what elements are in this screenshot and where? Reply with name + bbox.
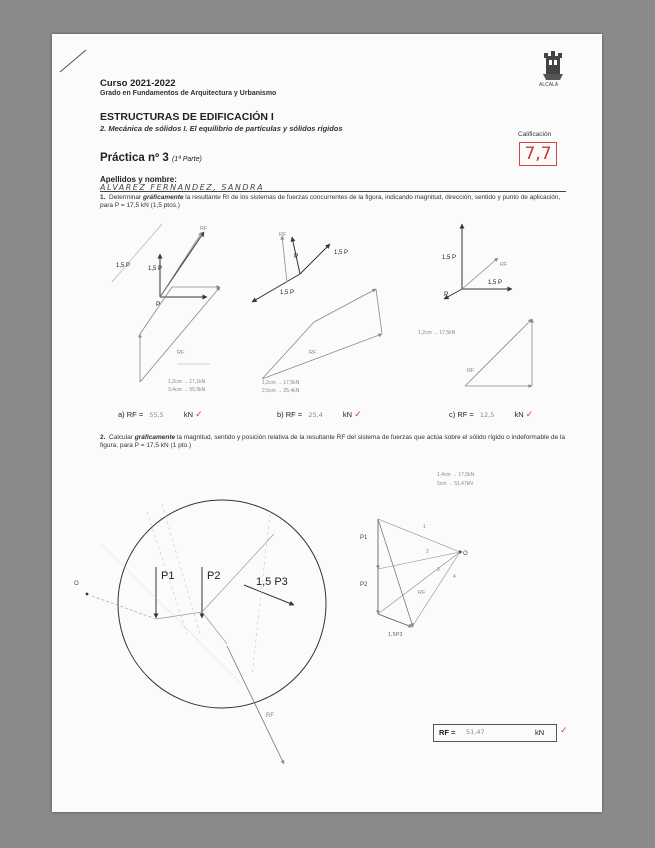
q1-number: 1. — [100, 194, 106, 201]
fig1b-vector-15p-right — [300, 244, 330, 274]
ray-label-2: 2 — [426, 549, 429, 555]
fig1b-rf-top — [282, 236, 287, 282]
force-15p3 — [244, 585, 294, 605]
poly-p3 — [378, 614, 412, 627]
fig1b-label-rf: RF — [309, 350, 317, 356]
answer-c-label: c) RF = — [449, 410, 474, 419]
funicular-2 — [156, 612, 202, 619]
answer-c — [449, 409, 533, 420]
label-rf-circle: RF — [266, 713, 274, 719]
course-year: Curso 2021-2022 — [100, 78, 176, 89]
subject-title: ESTRUCTURAS DE EDIFICACIÓN I — [100, 111, 274, 123]
label-o-left: O — [74, 581, 79, 587]
answer-a-unit: kN — [183, 410, 194, 419]
construction-4 — [102, 544, 242, 684]
fig1a-label-15p-mid: 1,5 P — [148, 266, 163, 272]
fig1b-label-p: P — [294, 253, 299, 260]
fig1b-rf — [262, 334, 382, 379]
answer-b-unit: kN — [342, 410, 353, 419]
fig1b-pencil-a — [262, 322, 314, 379]
corner-stroke — [60, 50, 86, 72]
answer-c-check-icon: ✓ — [525, 409, 534, 419]
fig1a-pencil-diag — [140, 287, 172, 334]
figure-1b — [252, 236, 382, 379]
rigid-body-circle — [118, 500, 326, 708]
poly-rf — [378, 519, 413, 627]
diagrams — [52, 34, 602, 812]
poly-label-p1: P1 — [360, 535, 368, 541]
q1-text-pre: Determinar — [109, 194, 144, 201]
fig1b-vector-15p-bottom — [252, 274, 300, 302]
fig1a-label-rf-top: RF — [200, 226, 208, 232]
fig1c-label-15p-right: 1,5 P — [488, 280, 503, 286]
answer-a-check-icon: ✓ — [195, 409, 203, 419]
fig1b-scale-1: 1,2cm → 17,5kN — [262, 380, 300, 386]
label-15p3: 1,5 P3 — [256, 576, 288, 588]
q2-scale-2: 5cm → 51,47kN — [437, 481, 473, 487]
name-label: Apellidos y nombre: — [100, 175, 177, 184]
label-p1: P1 — [161, 570, 175, 582]
poly-label-rf: RF — [418, 590, 426, 596]
point-o — [86, 593, 89, 596]
ray-label-1: 1 — [423, 524, 426, 530]
figure-2-polygon — [378, 519, 462, 627]
fig1c-label-rf-small: RF — [500, 262, 508, 268]
answer-a — [118, 409, 203, 420]
figure-2-solid — [86, 500, 326, 764]
poly-label-p2: P2 — [360, 582, 368, 588]
poly-label-o: O — [463, 551, 468, 557]
fig1c-label-rf: RF — [467, 368, 475, 374]
answer-2-label: RF = — [439, 728, 456, 737]
fig1c-label-p: P — [444, 291, 449, 298]
ray-1 — [378, 519, 460, 552]
fig1b-label-15p-right: 1,5 P — [334, 250, 349, 256]
answer-b-label: b) RF = — [277, 410, 303, 419]
practice-number: Práctica nº 3 — [100, 152, 169, 164]
grade-label: Calificación — [518, 131, 552, 138]
q1-text-emph: gráficamente — [143, 194, 184, 201]
fig1a-label-rf: RF — [177, 350, 185, 356]
q2-scale-1: 1,4cm → 17,5kN — [437, 472, 475, 478]
answer-2-value: 51,47 — [466, 728, 485, 736]
answer-b — [277, 409, 362, 420]
q1-text-post: la resultante Rr de los sistemas de fuerzas concurrentes de la figura, indicando magnitud, dirección, sentido y punto de aplicación, para P = 17,5 kN (1,5 ptos.) — [100, 194, 561, 210]
rf-line — [227, 646, 284, 764]
q2-text-pre: Calcular — [109, 434, 135, 441]
answer-b-check-icon: ✓ — [354, 409, 362, 419]
fig1b-pencil-b — [314, 289, 376, 322]
fig1a-label-p: P — [156, 301, 161, 308]
fig1b-label-rf-top: RF — [279, 232, 287, 238]
answer-c-unit: kN — [514, 410, 524, 419]
fig1b-label-15p-bottom: 1,5 P — [280, 290, 295, 296]
fig1a-construction — [112, 224, 162, 282]
answer-2-unit: kN — [535, 728, 545, 737]
q2-text-emph: gráficamente — [134, 434, 176, 441]
q2-number: 2. — [100, 434, 106, 441]
fig1a-rf — [140, 287, 220, 382]
fig1b-pencil-c — [376, 289, 382, 334]
answer-2-check-icon: ✓ — [560, 725, 568, 735]
fig1a-label-15p-left: 1,5 P — [116, 263, 131, 269]
ray-label-3: 3 — [437, 567, 440, 573]
practice-part: (1ª Parte) — [171, 156, 202, 163]
poly-label-p3: 1,5P3 — [388, 632, 403, 638]
ray-label-4: 4 — [453, 574, 456, 580]
grade-box: 7,7 — [519, 142, 557, 166]
question-2-text — [100, 434, 570, 450]
degree-name: Grado en Fundamentos de Arquitectura y Urbanismo — [100, 90, 277, 97]
unit-title: 2. Mecánica de sólidos I. El equilibrio de partículas y sólidos rígidos — [100, 124, 343, 133]
student-name: ALVAREZ FERNANDEZ, SANDRA — [100, 183, 265, 192]
fig1c-scale: 1,2cm → 17,5kN — [418, 330, 456, 336]
fig1a-scale-2: 3,4cm → 55,5kN — [168, 387, 206, 393]
logo-text: ALCALÁ — [539, 82, 559, 88]
fig1c-rf — [465, 319, 532, 386]
label-p2: P2 — [207, 570, 221, 582]
answer-c-value: 12,5 — [479, 411, 495, 419]
ray-2 — [378, 552, 460, 569]
answer-b-value: 25,4 — [308, 411, 323, 419]
fig1a-scale-1: 1,2cm → 17,1kN — [168, 379, 206, 385]
ray-3 — [378, 552, 460, 614]
funicular-3 — [202, 612, 227, 644]
answer-a-label: a) RF = — [118, 410, 144, 419]
construction-2 — [162, 504, 200, 634]
answer-2-box — [433, 724, 557, 742]
fig1b-scale-2: 2,5cm → 25,4kN — [262, 388, 300, 394]
funicular-1 — [92, 596, 156, 619]
exam-sheet — [52, 34, 602, 812]
fig1c-label-15p-top: 1,5 P — [442, 255, 457, 261]
figure-1a — [112, 224, 220, 382]
q2-text-post: la magnitud, sentido y posición relativa de la resultante RF del sistema de fuerzas que actúa sobre el sólido rígido o indeformable de la figura, para P = 17,5 kN (1 pto.) — [100, 434, 566, 450]
answer-a-value: 55,5 — [149, 411, 164, 419]
figure-1c — [444, 224, 532, 386]
